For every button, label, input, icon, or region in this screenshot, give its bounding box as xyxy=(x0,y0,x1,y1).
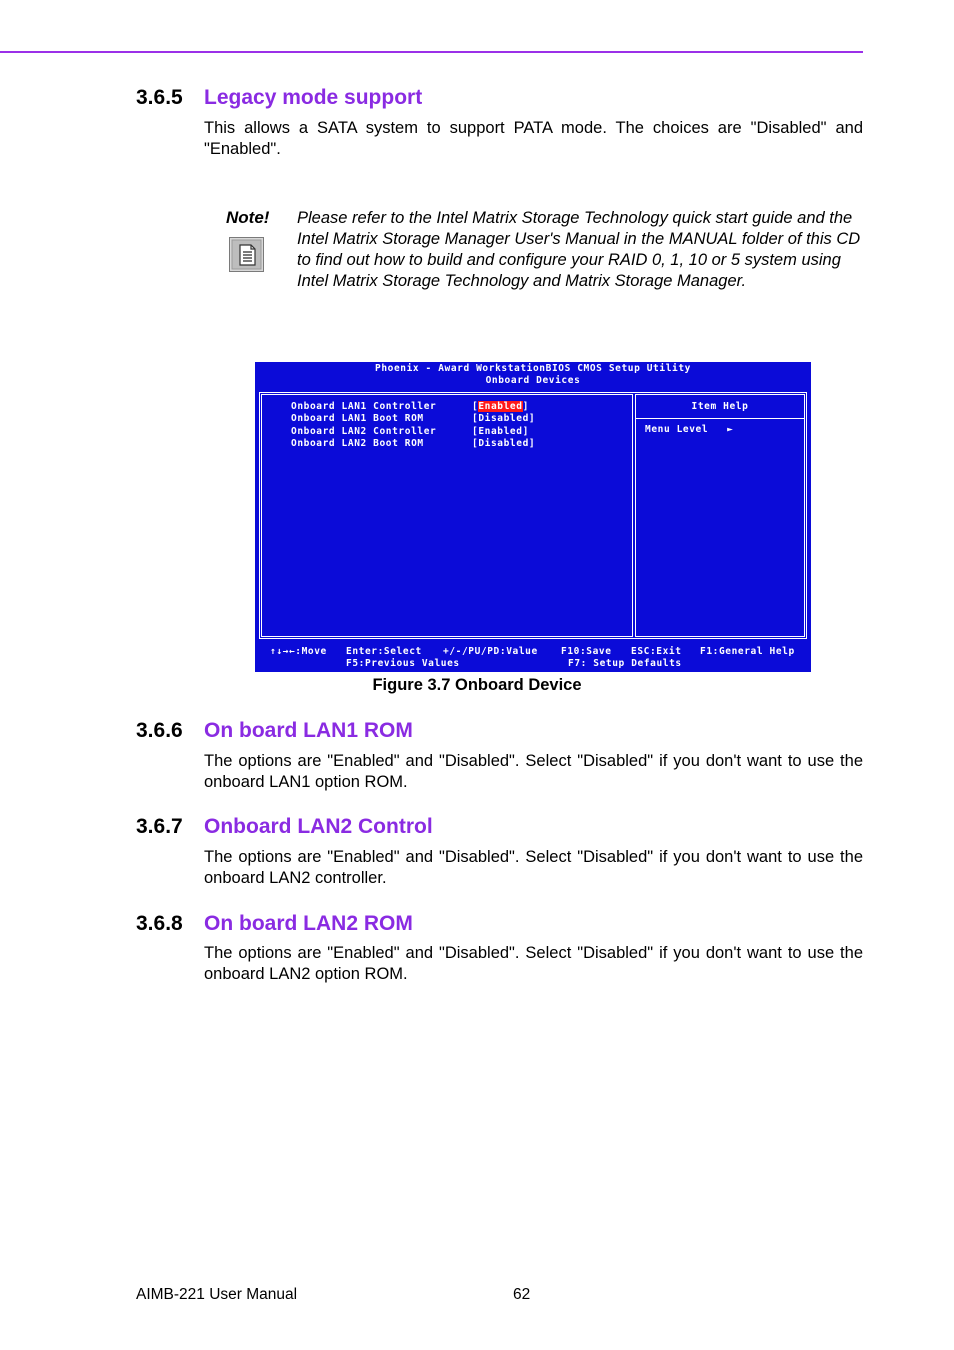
section-number: 3.6.7 xyxy=(136,815,183,838)
bios-row-label[interactable]: Onboard LAN1 Boot ROM xyxy=(291,413,424,425)
bios-key-move: ↑↓→←:Move xyxy=(270,646,327,657)
bios-key-select: Enter:Select xyxy=(346,646,422,657)
section-number: 3.6.6 xyxy=(136,719,183,742)
bios-settings-panel xyxy=(261,394,633,637)
bios-key-defaults: F7: Setup Defaults xyxy=(568,658,682,670)
bios-menu-level: Menu Level ► xyxy=(645,424,734,435)
bios-help-title: Item Help xyxy=(636,395,804,419)
section-title: On board LAN2 ROM xyxy=(204,912,413,935)
note-label: Note! xyxy=(226,208,270,227)
bios-row-value[interactable]: [Disabled] xyxy=(472,413,536,425)
bios-title xyxy=(255,362,811,392)
bios-key-help: F1:General Help xyxy=(700,646,795,657)
section-body: The options are "Enabled" and "Disabled". Select "Disabled" if you don't want to use the onboard LAN2 controller. xyxy=(204,848,863,887)
bios-row-value[interactable]: [Enabled] xyxy=(472,401,529,412)
document-icon xyxy=(229,237,264,272)
bios-selected-value[interactable]: Enabled xyxy=(478,401,523,412)
bios-key-legend xyxy=(255,644,811,672)
section-body: The options are "Enabled" and "Disabled". Select "Disabled" if you don't want to use the onboard LAN2 option ROM. xyxy=(204,944,863,983)
bios-title-line2: Onboard Devices xyxy=(485,375,581,387)
footer-page-number: 62 xyxy=(513,1286,531,1303)
bios-row-value[interactable]: [Disabled] xyxy=(472,438,536,450)
bios-screenshot xyxy=(255,362,811,672)
bios-row-label[interactable]: Onboard LAN2 Controller xyxy=(291,425,437,437)
section-number: 3.6.8 xyxy=(136,912,183,935)
footer-manual-name: AIMB-221 User Manual xyxy=(136,1286,298,1303)
section-title: Legacy mode support xyxy=(204,86,423,109)
bios-key-exit: ESC:Exit xyxy=(631,646,682,657)
section-number: 3.6.5 xyxy=(136,86,183,109)
section-title: Onboard LAN2 Control xyxy=(204,815,433,838)
bios-title-line1: Phoenix - Award WorkstationBIOS CMOS Setup Utility xyxy=(375,363,691,374)
bios-key-save: F10:Save xyxy=(561,646,612,657)
bios-row-label[interactable]: Onboard LAN2 Boot ROM xyxy=(291,438,424,450)
bios-key-value: +/-/PU/PD:Value xyxy=(443,646,538,657)
header-rule xyxy=(0,51,863,53)
bios-row-value[interactable]: [Enabled] xyxy=(472,425,529,437)
bios-row-label[interactable]: Onboard LAN1 Controller xyxy=(291,401,437,412)
section-body: This allows a SATA system to support PATA mode. The choices are "Disabled" and "Enabled". xyxy=(204,119,863,158)
bios-help-panel xyxy=(635,394,805,637)
note-text: Please refer to the Intel Matrix Storage Technology quick start guide and the Intel Matrix Storage Manager User's Manual in the MANUAL folder of this CD to find out how to build and configure your RAID 0, 1, 10 or 5 system using Intel Matrix Storage Technology and Matrix Storage Manager. xyxy=(297,209,861,290)
section-title: On board LAN1 ROM xyxy=(204,719,413,742)
figure-caption: Figure 3.7 Onboard Device xyxy=(372,676,582,694)
section-body: The options are "Enabled" and "Disabled". Select "Disabled" if you don't want to use the onboard LAN1 option ROM. xyxy=(204,752,863,791)
bios-key-previous: F5:Previous Values xyxy=(346,658,460,670)
